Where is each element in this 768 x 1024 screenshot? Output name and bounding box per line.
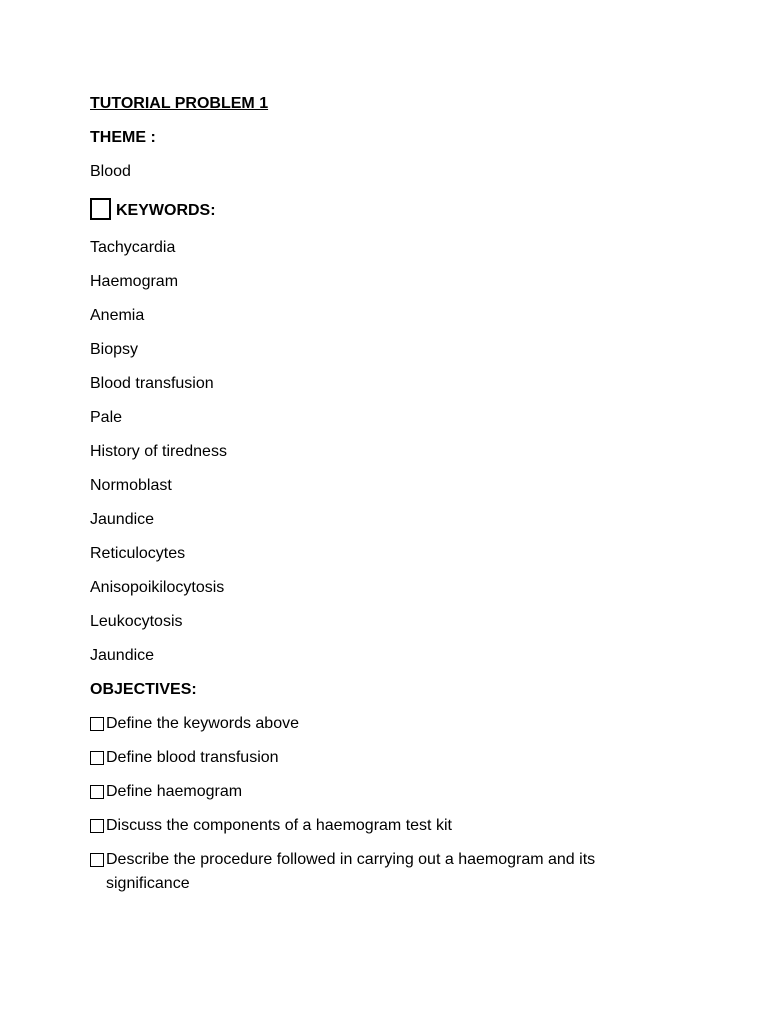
keyword-item: Anisopoikilocytosis bbox=[90, 579, 225, 596]
keyword-item: Pale bbox=[90, 409, 123, 426]
checkbox-icon bbox=[90, 751, 104, 765]
checkbox-icon bbox=[90, 198, 111, 220]
keyword-item: Blood transfusion bbox=[90, 375, 214, 392]
keyword-item: Reticulocytes bbox=[90, 545, 186, 562]
document-title: TUTORIAL PROBLEM 1 bbox=[90, 95, 269, 112]
objective-item bbox=[90, 848, 626, 896]
keyword-item: Jaundice bbox=[90, 511, 155, 528]
objective-text: Define haemogram bbox=[106, 783, 243, 800]
objective-list bbox=[90, 714, 650, 896]
objective-item bbox=[90, 748, 650, 768]
keyword-item: Tachycardia bbox=[90, 239, 176, 256]
keyword-item: Jaundice bbox=[90, 647, 155, 664]
document-body bbox=[90, 94, 650, 910]
keyword-item: Anemia bbox=[90, 307, 145, 324]
objective-text: Describe the procedure followed in carrying out a haemogram and its significance bbox=[106, 851, 596, 892]
keyword-item: Haemogram bbox=[90, 273, 179, 290]
objective-text: Define the keywords above bbox=[106, 715, 299, 732]
theme-value: Blood bbox=[90, 163, 131, 180]
objective-item bbox=[90, 714, 650, 734]
checkbox-icon bbox=[90, 853, 104, 867]
keyword-item: Leukocytosis bbox=[90, 613, 183, 630]
keyword-item: Normoblast bbox=[90, 477, 172, 494]
objective-text: Discuss the components of a haemogram test kit bbox=[106, 817, 452, 834]
keywords-label: KEYWORDS: bbox=[116, 202, 216, 219]
keyword-item: Biopsy bbox=[90, 341, 139, 358]
keyword-list bbox=[90, 238, 650, 666]
theme-label: THEME : bbox=[90, 129, 156, 146]
objective-item bbox=[90, 816, 650, 836]
checkbox-icon bbox=[90, 717, 104, 731]
objectives-label: OBJECTIVES: bbox=[90, 681, 197, 698]
checkbox-icon bbox=[90, 819, 104, 833]
keyword-item: History of tiredness bbox=[90, 443, 227, 460]
checkbox-icon bbox=[90, 785, 104, 799]
objective-text: Define blood transfusion bbox=[106, 749, 279, 766]
keywords-heading bbox=[90, 200, 650, 222]
objective-item bbox=[90, 782, 650, 802]
